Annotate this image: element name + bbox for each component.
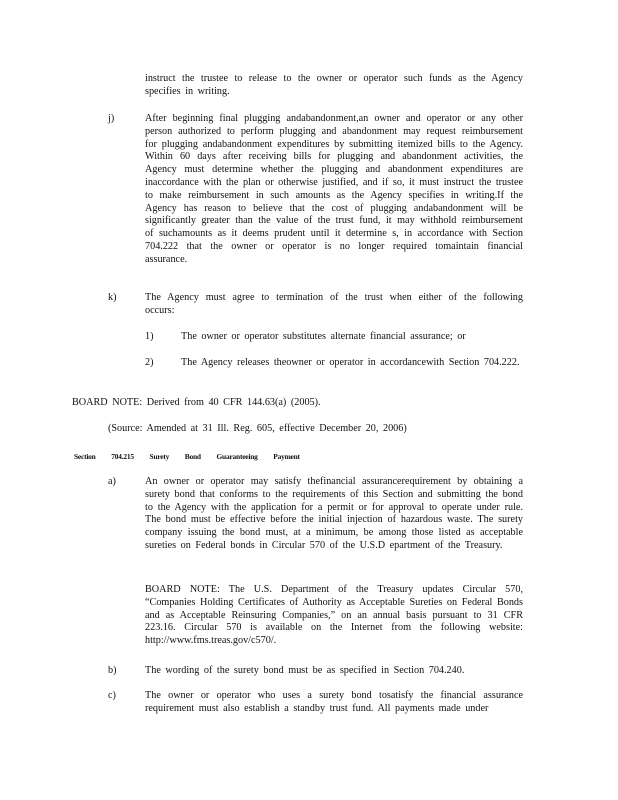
source-note-text: (Source: Amended at 31 Ill. Reg. 605, effective December 20, 2006) <box>108 423 407 434</box>
section-title-word-1: Surety <box>149 452 170 461</box>
subitem-2-paragraph <box>181 357 523 370</box>
section-word: Section <box>74 452 96 461</box>
section-item-c-text: The owner or operator who uses a surety bond tosatisfy the financial assurance requirement must also establish a standby trust fund. All payments made under <box>145 690 523 714</box>
item-k-paragraph <box>145 292 523 318</box>
subitem-2-text: The Agency releases theowner or operator in accordancewith Section 704.222. <box>181 357 520 368</box>
section-item-a-paragraph <box>145 476 523 553</box>
board-note-treasury-text: BOARD NOTE: The U.S. Department of the Treasury updates Circular 570, “Companies Holding Certificates of Authority as Acceptable Sureties on Federal Bonds and as Acceptable Reinsuring Companies,” on an annual basis pursuant to 31 CFR 223.16. Circular 570 is available on the Internet from the following website: http://www.fms.treas.gov/c570/. <box>145 584 523 647</box>
item-label-k: k) <box>108 292 117 303</box>
section-title-word-2: Bond <box>184 452 201 461</box>
section-item-c-paragraph <box>145 690 523 716</box>
continuation-paragraph <box>145 73 523 99</box>
subitem-label-1: 1) <box>145 331 154 342</box>
section-heading <box>74 451 434 464</box>
board-note-treasury <box>145 584 523 648</box>
section-item-b-paragraph <box>145 665 523 678</box>
section-item-b-text: The wording of the surety bond must be as specified in Section 704.240. <box>145 665 465 676</box>
item-k-text: The Agency must agree to termination of the trust when either of the following occurs: <box>145 292 523 316</box>
board-note-derived-text: BOARD NOTE: Derived from 40 CFR 144.63(a) (2005). <box>72 397 321 408</box>
subitem-1-paragraph <box>181 331 523 344</box>
subitem-1-text: The owner or operator substitutes alternate financial assurance; or <box>181 331 466 342</box>
item-j-paragraph <box>145 113 523 267</box>
section-item-label-a: a) <box>108 476 116 487</box>
section-item-a-text: An owner or operator may satisfy thefinancial assurancerequirement by obtaining a surety bond that conforms to the requirements of this Section and submitting the bond to the Agency with the application for a permit or for approval to operate under rule. The bond must be effective before the initial injection of hazardous waste. The surety company issuing the bond must, at a minimum, be among those listed as acceptable sureties on Federal bonds in Circular 570 of the U.S.D epartment of the Treasury. <box>145 476 523 551</box>
item-label-j: j) <box>108 113 115 124</box>
section-item-label-c: c) <box>108 690 116 701</box>
source-note <box>108 423 523 436</box>
section-item-label-b: b) <box>108 665 117 676</box>
section-title-word-4: Payment <box>273 452 300 461</box>
item-j-text: After beginning final plugging andabandonment,an owner and operator or any other person authorized to perform plugging and abandonment may request reimbursement for plugging andabandonment expenditures by submitting itemized bills to the Agency. Within 60 days after receiving bills for plugging and abandonment activities, the Agency must determine whether the plugging and abandonment expenditures are inaccordance with the plan or otherwise justified, and if so, it must instruct the trustee to make reimbursement in such amounts as the Agency specifies in writing.If the Agency has reason to believe that the cost of plugging andabandonment will be significantly greater than the value of the trust fund, it may withhold reimbursement of suchamounts as it deems prudent until it determine s, in accordance with Section 704.222 that the owner or operator is no longer required tomaintain financial assurance. <box>145 113 523 265</box>
section-number: 704.215 <box>111 452 134 461</box>
board-note-derived <box>72 397 523 410</box>
subitem-label-2: 2) <box>145 357 154 368</box>
continuation-text: instruct the trustee to release to the owner or operator such funds as the Agency specifies in writing. <box>145 73 523 97</box>
section-title-word-3: Guaranteeing <box>216 452 258 461</box>
